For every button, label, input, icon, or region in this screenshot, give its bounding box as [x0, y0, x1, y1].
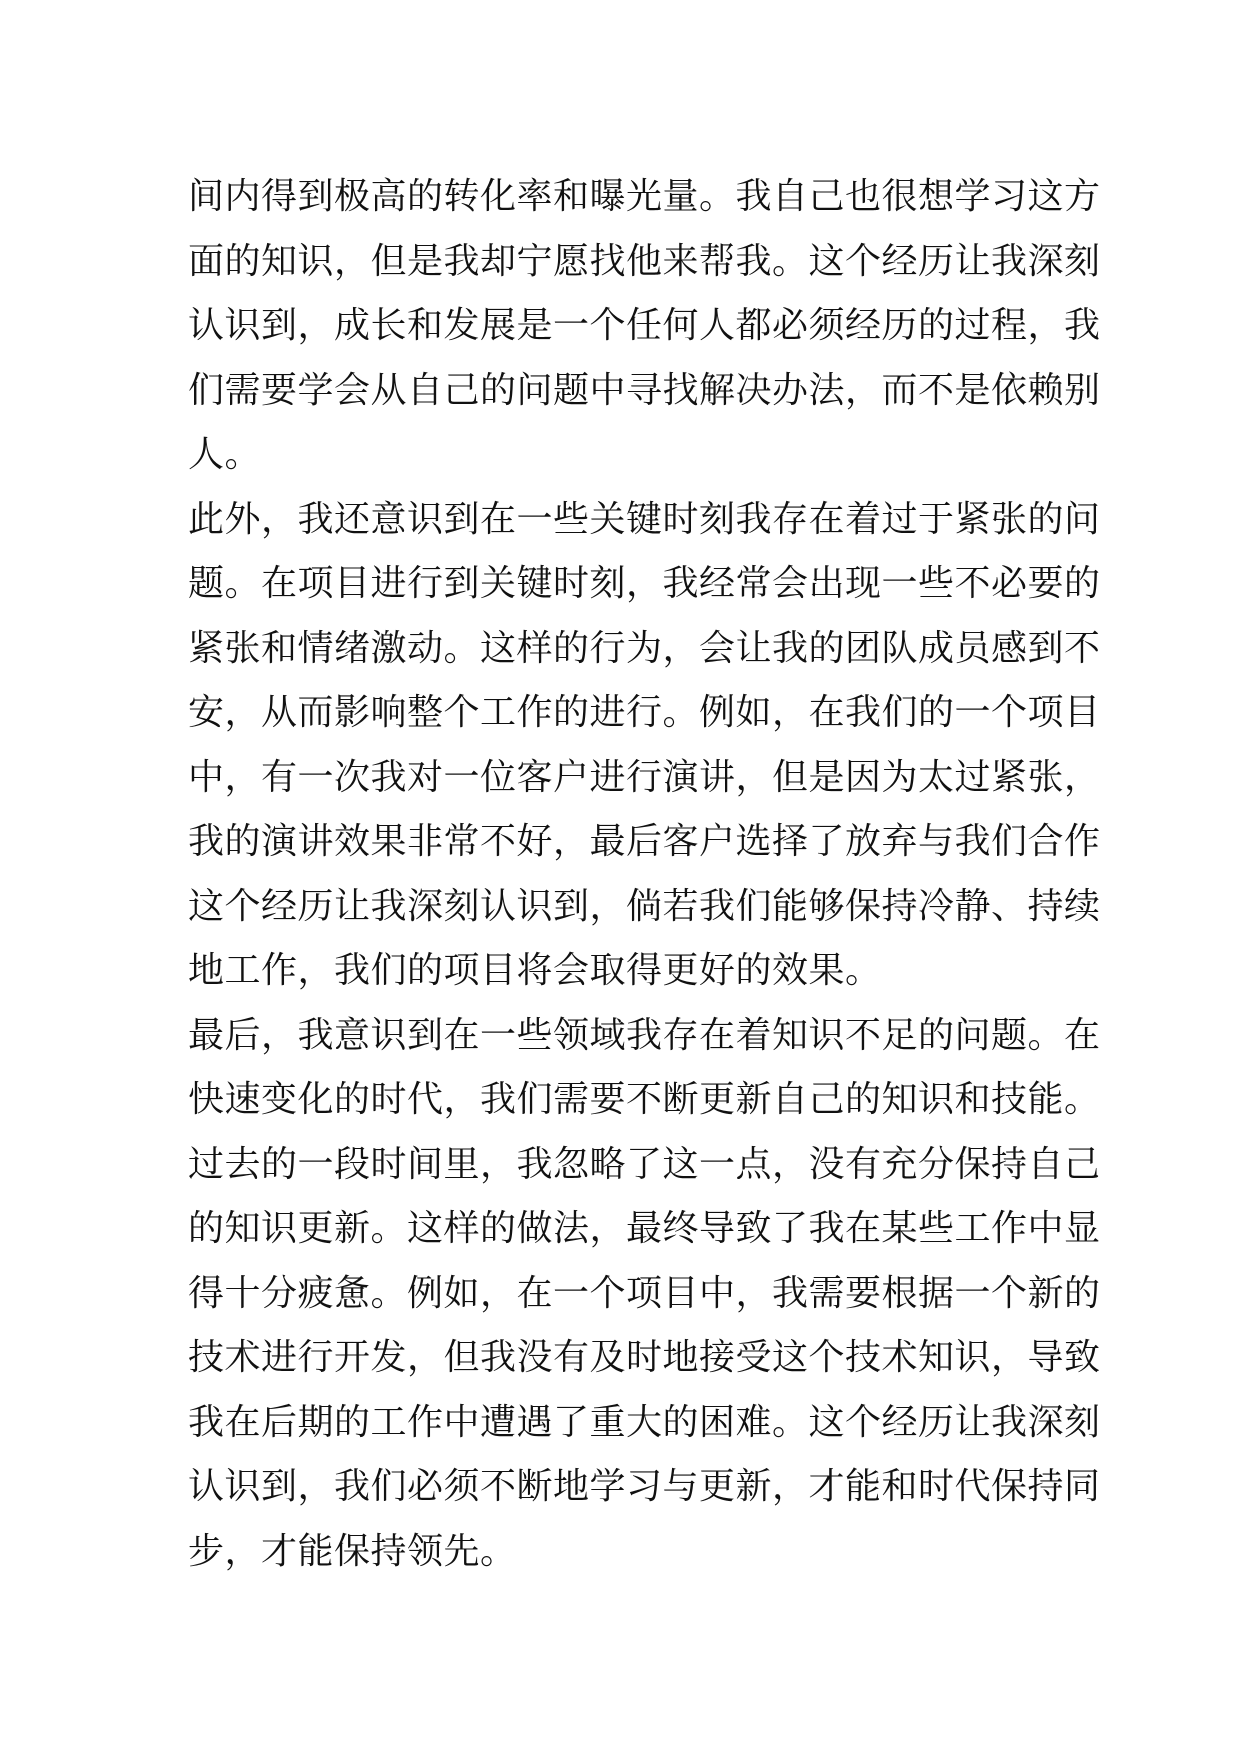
text-line: 面的知识，但是我却宁愿找他来帮我。这个经历让我深刻 — [188, 240, 1101, 282]
text-line: 们需要学会从自己的问题中寻找解决办法，而不是依赖别 — [188, 369, 1101, 411]
text-line: 这个经历让我深刻认识到，倘若我们能够保持冷静、持续 — [188, 885, 1101, 927]
text-line: 得十分疲惫。例如，在一个项目中，我需要根据一个新的 — [188, 1272, 1101, 1314]
paragraph-1 — [188, 165, 1101, 488]
text-line: 认识到，成长和发展是一个任何人都必须经历的过程，我 — [188, 305, 1101, 346]
text-line: 技术进行开发，但我没有及时地接受这个技术知识，导致 — [188, 1337, 1101, 1378]
text-line: 地工作，我们的项目将会取得更好的效果。 — [188, 950, 882, 991]
paragraph-3 — [188, 1004, 1101, 1585]
text-line: 安，从而影响整个工作的进行。例如，在我们的一个项目 — [188, 692, 1101, 733]
text-line: 我在后期的工作中遭遇了重大的困难。这个经历让我深刻 — [188, 1401, 1101, 1443]
text-line: 紧张和情绪激动。这样的行为，会让我的团队成员感到不 — [188, 627, 1101, 669]
text-line: 的知识更新。这样的做法，最终导致了我在某些工作中显 — [188, 1208, 1101, 1249]
text-line: 过去的一段时间里，我忽略了这一点，没有充分保持自己 — [188, 1143, 1101, 1185]
text-line: 步，才能保持领先。 — [188, 1530, 517, 1572]
text-line: 认识到，我们必须不断地学习与更新，才能和时代保持同 — [188, 1466, 1101, 1507]
text-line: 此外，我还意识到在一些关键时刻我存在着过于紧张的问 — [188, 498, 1101, 540]
text-line: 中，有一次我对一位客户进行演讲，但是因为太过紧张， — [188, 756, 1101, 798]
paragraph-2 — [188, 488, 1101, 1004]
text-line: 间内得到极高的转化率和曝光量。我自己也很想学习这方 — [188, 176, 1101, 217]
text-line: 题。在项目进行到关键时刻，我经常会出现一些不必要的 — [188, 563, 1101, 604]
text-line: 最后，我意识到在一些领域我存在着知识不足的问题。在 — [188, 1014, 1101, 1056]
document-body — [188, 165, 1101, 1584]
text-line: 我的演讲效果非常不好，最后客户选择了放弃与我们合作 — [188, 821, 1101, 862]
text-line: 人。 — [188, 434, 262, 475]
text-line: 快速变化的时代，我们需要不断更新自己的知识和技能。 — [188, 1079, 1101, 1120]
